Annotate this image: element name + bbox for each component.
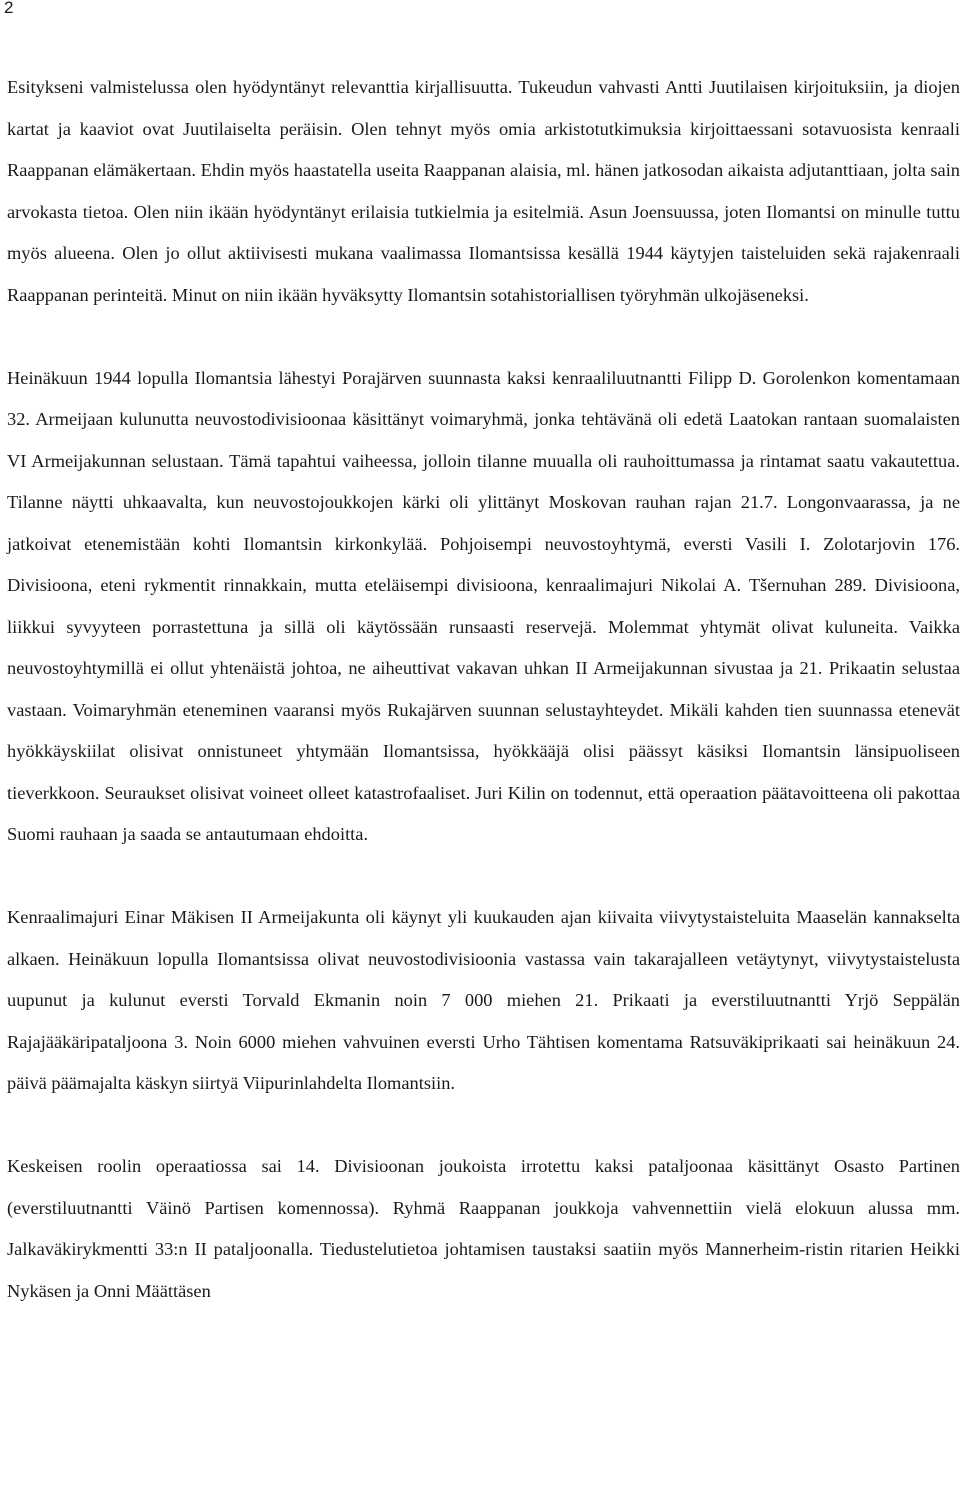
page-number: 2: [4, 0, 14, 17]
paragraph-key-role: Keskeisen roolin operaatiossa sai 14. Divisioonan joukoista irrotettu kaksi pataljoonaa käsittänyt Osasto Partinen (everstiluutnantti Väinö Partisen komennossa). Ryhmä Raappanan joukkoja vahvennettiin vielä elokuun alussa mm. Jalkaväkirykmentti 33:n II pataljoonalla. Tiedustelutietoa johtamisen taustaksi saatiin myös Mannerheim-ristin ritarien Heikki Nykäsen ja Onni Määttäsen: [7, 1156, 960, 1301]
paragraph-soviet-advance: Heinäkuun 1944 lopulla Ilomantsia lähestyi Porajärven suunnasta kaksi kenraaliluutnantti Filipp D. Gorolenkon komentamaan 32. Armeijaan kulunutta neuvostodivisioonaa käsittänyt voimaryhmä, jonka tehtävänä oli edetä Laatokan rantaan suomalaisten VI Armeijakunnan selustaan. Tämä tapahtui vaiheessa, jolloin tilanne muualla oli rauhoittumassa ja rintamat saatu vakautettua. Tilanne näytti uhkaavalta, kun neuvostojoukkojen kärki oli ylittänyt Moskovan rauhan rajan 21.7. Longonvaarassa, ja ne jatkoivat etenemistään kohti Ilomantsin kirkonkylää. Pohjoisempi neuvostoyhtymä, eversti Vasili I. Zolotarjovin 176. Divisioona, eteni rykmentit rinnakkain, mutta eteläisempi divisioona, kenraalimajuri Nikolai A. Tšernuhan 289. Divisioona, liikkui syvyyteen porrastettuna ja sillä oli käytössään runsaasti reservejä. Molemmat yhtymät olivat kuluneita. Vaikka neuvostoyhtymillä ei ollut yhtenäistä johtoa, ne aiheuttivat vakavan uhkan II Armeijakunnan sivustaa ja 21. Prikaatin selustaa vastaan. Voimaryhmän eteneminen vaaransi myös Rukajärven suunnan selustayhteydet. Mikäli kahden tien suunnassa etenevät hyökkäyskiilat olisivat onnistuneet yhtymään Ilomantsissa, hyökkääjä olisi päässyt käsiksi Ilomantsin länsipuoliseen tieverkkoon. Seuraukset olisivat voineet olleet katastrofaaliset. Juri Kilin on todennut, että operaation päätavoitteena oli pakottaa Suomi rauhaan ja saada se antautumaan ehdoitta.: [7, 367, 960, 844]
paragraph-finnish-forces: Kenraalimajuri Einar Mäkisen II Armeijakunta oli käynyt yli kuukauden ajan kiivaita viivytystaisteluita Maaselän kannakselta alkaen. Heinäkuun lopulla Ilomantsissa olivat neuvostodivisioonia vastassa vain takarajalleen vetäytynyt, viivytystaistelusta uupunut ja kulunut eversti Torvald Ekmanin noin 7 000 miehen 21. Prikaati ja everstiluutnantti Yrjö Seppälän Rajajääkäripataljoona 3. Noin 6000 miehen vahvuinen eversti Urho Tähtisen komentama Ratsuväkiprikaati sai heinäkuun 24. päivä päämajalta käskyn siirtyä Viipurinlahdelta Ilomantsiin.: [7, 907, 960, 1093]
paragraph-sources: Esitykseni valmistelussa olen hyödyntänyt relevanttia kirjallisuutta. Tukeudun vahvasti Antti Juutilaisen kirjoituksiin, ja diojen kartat ja kaaviot ovat Juutilaiselta peräisin. Olen tehnyt myös omia arkistotutkimuksia kirjoittaessani sotavuosista kenraali Raappanan elämäkertaan. Ehdin myös haastatella useita Raappanan alaisia, ml. hänen jatkosodan aikaista adjutanttiaan, jolta sain arvokasta tietoa. Olen niin ikään hyödyntänyt erilaisia tutkielmia ja esitelmiä. Asun Joensuussa, joten Ilomantsi on minulle tuttu myös alueena. Olen jo ollut aktiivisesti mukana vaalimassa Ilomantsissa kesällä 1944 käytyjen taisteluiden sekä rajakenraali Raappanan perinteitä. Minut on niin ikään hyväksytty Ilomantsin sotahistoriallisen työryhmän ulkojäseneksi.: [7, 77, 960, 305]
body-text: [7, 67, 960, 1312]
